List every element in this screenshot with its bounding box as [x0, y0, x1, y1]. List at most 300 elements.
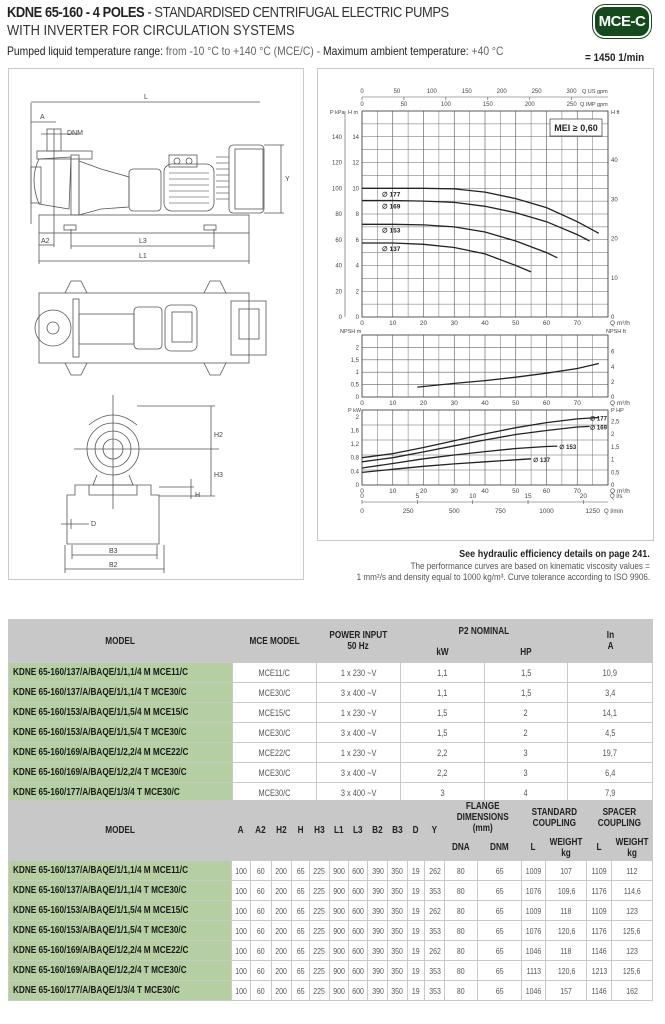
- col-standard-weight: WEIGHT kg: [546, 835, 587, 861]
- y-tick-label: 6: [355, 237, 359, 244]
- cell-power-input: 1 x 230 ~V: [316, 663, 400, 683]
- cell-model: KDNE 65-160/137/A/BAQE/1/1,1/4 M MCE11/C: [9, 663, 233, 683]
- cell-model: KDNE 65-160/137/A/BAQE/1/1,1/4 T MCE30/C: [9, 683, 233, 703]
- cell-value: 1176: [587, 881, 612, 901]
- cell-value: 65: [292, 881, 310, 901]
- col-h3: H3: [309, 801, 329, 861]
- electrical-row: [9, 723, 653, 743]
- kpa-tick-label: 60: [335, 237, 342, 244]
- x-tick-label: 10: [389, 488, 397, 495]
- title-model: KDNE 65-160 - 4 POLES: [7, 4, 145, 21]
- cell-value: 600: [348, 901, 368, 921]
- kw-tick-label: 0: [355, 483, 359, 489]
- dimension-row: [9, 861, 653, 881]
- x-axis-label: Q m³/h: [610, 488, 630, 495]
- col-power-input: POWER INPUT 50 Hz: [316, 620, 400, 663]
- cell-value: 65: [477, 861, 521, 881]
- cell-mce-model: MCE22/C: [232, 743, 316, 763]
- cell-value: 1009: [521, 861, 546, 881]
- lmin-tick-label: 1250: [585, 508, 600, 515]
- cell-value: 225: [309, 961, 329, 981]
- cell-value: 114,6: [611, 881, 652, 901]
- npsh-tick-label: 0,5: [350, 382, 359, 389]
- cell-value: 125,6: [611, 921, 652, 941]
- kw-tick-label: 0,4: [350, 469, 359, 476]
- cell-value: 60: [250, 961, 271, 981]
- cell-power-input: 1 x 230 ~V: [316, 703, 400, 723]
- cell-value: 1046: [521, 941, 546, 961]
- cell-value: 350: [387, 861, 407, 881]
- x-tick-label: 50: [512, 320, 520, 327]
- cell-value: 600: [348, 861, 368, 881]
- cell-hp: 1,5: [484, 683, 568, 703]
- cell-value: 65: [477, 901, 521, 921]
- cell-value: 60: [250, 981, 271, 1001]
- cell-value: 390: [368, 961, 388, 981]
- cell-value: 60: [250, 881, 271, 901]
- cell-value: 65: [292, 901, 310, 921]
- cell-value: 65: [477, 941, 521, 961]
- dimension-row: [9, 921, 653, 941]
- col-model: MODEL: [9, 620, 233, 663]
- cell-kw: 1,1: [400, 663, 484, 683]
- ambient-label: Maximum ambient temperature:: [322, 44, 469, 58]
- cell-value: 60: [250, 861, 271, 881]
- col-b2: B2: [368, 801, 388, 861]
- cell-value: 900: [329, 861, 348, 881]
- ft-tick-label: 0: [611, 315, 615, 321]
- cell-value: 390: [368, 941, 388, 961]
- npsh-tick-label: 0: [355, 395, 359, 401]
- hp-tick-label: 0,5: [611, 470, 620, 477]
- cell-value: 60: [250, 941, 271, 961]
- dim-label-B2: B2: [109, 562, 118, 569]
- dim-label-L3: L3: [139, 238, 147, 245]
- x-tick-label: 70: [573, 400, 581, 407]
- col-a: A: [231, 801, 250, 861]
- ls-tick-label: 10: [469, 493, 477, 500]
- npsh-ft-tick-label: 6: [611, 349, 615, 356]
- dimension-row: [9, 981, 653, 1001]
- x-tick-label: 40: [481, 400, 489, 407]
- cell-value: 1213: [587, 961, 612, 981]
- x-tick-label: 10: [389, 400, 397, 407]
- cell-value: 120,6: [546, 961, 587, 981]
- cell-value: 200: [271, 861, 291, 881]
- cell-value: 19: [407, 901, 425, 921]
- cell-power-input: 3 x 400 ~V: [316, 683, 400, 703]
- electrical-row: [9, 703, 653, 723]
- kpa-tick-label: 20: [335, 289, 342, 296]
- col-spacer-coupling: SPACER COUPLING: [587, 801, 653, 835]
- cell-value: 19: [407, 961, 425, 981]
- power-curve-label: ∅ 137: [533, 457, 551, 464]
- col-a2: A2: [250, 801, 271, 861]
- cell-power-input: 1 x 230 ~V: [316, 743, 400, 763]
- x-tick-label: 40: [481, 488, 489, 495]
- col-l1: L1: [329, 801, 348, 861]
- col-spacer-l: L: [587, 835, 612, 861]
- cell-value: 900: [329, 981, 348, 1001]
- cell-value: 100: [231, 861, 250, 881]
- us-gpm-label: Q US gpm: [582, 89, 608, 95]
- cell-value: 1009: [521, 901, 546, 921]
- cell-value: 1176: [587, 921, 612, 941]
- kpa-tick-label: 140: [331, 134, 342, 141]
- cell-power-input: 3 x 400 ~V: [316, 763, 400, 783]
- cell-value: 390: [368, 981, 388, 1001]
- ls-tick-label: 20: [579, 493, 588, 500]
- x-tick-label: 60: [542, 320, 551, 327]
- cell-value: 900: [329, 961, 348, 981]
- imp-gpm-tick: 100: [440, 102, 451, 108]
- y-tick-label: 12: [352, 160, 359, 167]
- us-gpm-tick: 300: [566, 89, 577, 95]
- cell-value: 65: [292, 941, 310, 961]
- cell-value: 65: [477, 881, 521, 901]
- x-tick-label: 0: [360, 320, 364, 327]
- cell-value: 225: [309, 861, 329, 881]
- cell-model: KDNE 65-160/153/A/BAQE/1/1,5/4 M MCE15/C: [9, 901, 232, 921]
- cell-value: 1076: [521, 881, 546, 901]
- dim-label-H2: H2: [214, 432, 223, 439]
- head-curve-label: ∅ 169: [382, 203, 401, 211]
- cell-value: 65: [292, 981, 310, 1001]
- npsh-ft-axis-label: NPSH ft: [606, 329, 626, 335]
- col-mce-model: MCE MODEL: [232, 620, 316, 663]
- cell-value: 225: [309, 921, 329, 941]
- imp-gpm-tick: 200: [524, 102, 535, 108]
- title-description: STANDARDISED CENTRIFUGAL ELECTRIC PUMPS: [154, 4, 449, 21]
- kw-tick-label: 1,2: [350, 442, 359, 449]
- npsh-ft-tick-label: 4: [611, 364, 615, 371]
- temp-value: from -10 °C to +140 °C (MCE/C) -: [163, 44, 323, 58]
- col-p2-nominal: P2 NOMINAL: [400, 620, 567, 643]
- us-gpm-tick: 200: [496, 89, 507, 95]
- h-axis-label: H m: [348, 110, 359, 116]
- cell-value: 200: [271, 901, 291, 921]
- cell-value: 19: [407, 881, 425, 901]
- dim-label-L: L: [144, 94, 148, 101]
- us-gpm-tick: 50: [393, 89, 401, 95]
- cell-value: 1146: [587, 941, 612, 961]
- power-curve-label: ∅ 153: [559, 445, 577, 452]
- ls-tick-label: 0: [360, 493, 364, 500]
- kpa-tick-label: 100: [331, 186, 342, 193]
- cell-model: KDNE 65-160/177/A/BAQE/1/3/4 T MCE30/C: [9, 981, 232, 1001]
- ft-tick-label: 30: [611, 197, 618, 204]
- cell-value: 600: [348, 941, 368, 961]
- hp-axis-label: P HP: [611, 408, 624, 414]
- dim-label-Y: Y: [285, 176, 290, 183]
- x-tick-label: 30: [450, 488, 458, 495]
- cell-value: 200: [271, 941, 291, 961]
- cell-value: 200: [271, 881, 291, 901]
- y-tick-label: 4: [355, 263, 359, 270]
- cell-model: KDNE 65-160/169/A/BAQE/1/2,2/4 T MCE30/C: [9, 763, 233, 783]
- cell-value: 120,6: [546, 921, 587, 941]
- cell-value: 65: [477, 921, 521, 941]
- cell-value: 1109: [587, 861, 612, 881]
- cell-value: 107: [546, 861, 587, 881]
- power-curve-137: [362, 459, 531, 473]
- drawing-panel: [8, 68, 304, 580]
- cell-power-input: 3 x 400 ~V: [316, 723, 400, 743]
- cell-kw: 3: [400, 783, 484, 803]
- electrical-row: [9, 663, 653, 683]
- electrical-row: [9, 763, 653, 783]
- cell-kw: 1,1: [400, 683, 484, 703]
- cell-value: 65: [292, 961, 310, 981]
- cell-value: 900: [329, 901, 348, 921]
- pump-drawing: [9, 69, 305, 581]
- npsh-ft-tick-label: 0: [611, 395, 615, 401]
- col-model: MODEL: [9, 801, 232, 861]
- head-curve-label: ∅ 177: [382, 191, 401, 199]
- col-dnm: DNM: [477, 835, 521, 861]
- x-tick-label: 10: [389, 320, 397, 327]
- npsh-tick-label: 1,5: [350, 357, 359, 364]
- cell-value: 1076: [521, 921, 546, 941]
- temperature-line: [7, 44, 504, 58]
- npsh-tick-label: 2: [355, 345, 359, 352]
- mce-c-badge: MCE-C: [593, 5, 651, 38]
- power-curve-169: [362, 426, 590, 461]
- lmin-tick-label: 750: [494, 508, 506, 515]
- cell-value: 262: [425, 941, 445, 961]
- dimension-row: [9, 881, 653, 901]
- cell-value: 1109: [587, 901, 612, 921]
- cell-value: 125,6: [611, 961, 652, 981]
- dim-label-A: A: [40, 114, 45, 121]
- us-gpm-tick: 0: [360, 89, 364, 95]
- dim-label-H: H: [195, 492, 201, 499]
- cell-value: 600: [348, 981, 368, 1001]
- curve-note-line2: 1 mm²/s and density equal to 1000 kg/m³. Curve tolerance according to ISO 9906.: [356, 572, 650, 582]
- cell-value: 353: [425, 981, 445, 1001]
- cell-value: 350: [387, 961, 407, 981]
- power-curve-label: ∅ 177: [590, 416, 607, 423]
- col-kw: kW: [400, 643, 484, 663]
- cell-value: 1113: [521, 961, 546, 981]
- cell-hp: 2: [484, 703, 568, 723]
- ft-tick-label: 40: [611, 158, 618, 165]
- kw-axis-label: P kW: [348, 408, 362, 414]
- cell-model: KDNE 65-160/153/A/BAQE/1/1,5/4 T MCE30/C: [9, 921, 232, 941]
- dimensions-table: [8, 800, 653, 1001]
- y-tick-label: 0: [355, 315, 359, 321]
- cell-value: 200: [271, 981, 291, 1001]
- ft-tick-label: 20: [611, 236, 618, 243]
- dim-label-DNM: DNM: [67, 130, 83, 137]
- imp-gpm-tick: 0: [360, 102, 364, 108]
- cell-value: 162: [611, 981, 652, 1001]
- electrical-row: [9, 743, 653, 763]
- cell-current: 6,4: [568, 763, 653, 783]
- us-gpm-tick: 150: [461, 89, 472, 95]
- kpa-tick-label: 40: [335, 263, 342, 270]
- page-title: [7, 4, 449, 21]
- kw-tick-label: 1,6: [350, 428, 359, 435]
- col-h: H: [292, 801, 310, 861]
- cell-value: 80: [445, 861, 478, 881]
- cell-value: 350: [387, 941, 407, 961]
- us-gpm-tick: 250: [531, 89, 542, 95]
- cell-value: 80: [445, 901, 478, 921]
- performance-charts: [318, 69, 655, 542]
- dim-label-B3: B3: [109, 548, 118, 555]
- imp-gpm-label: Q IMP gpm: [580, 102, 608, 108]
- npsh-curve: [417, 364, 599, 388]
- cell-value: 118: [546, 901, 587, 921]
- hp-tick-label: 1,5: [611, 444, 620, 451]
- x-tick-label: 40: [481, 320, 489, 327]
- x-tick-label: 0: [360, 488, 364, 495]
- cell-kw: 2,2: [400, 763, 484, 783]
- cell-value: 65: [477, 981, 521, 1001]
- col-hp: HP: [484, 643, 568, 663]
- efficiency-note: See hydraulic efficiency details on page 241.: [459, 549, 650, 560]
- ls-tick-label: 15: [524, 493, 532, 500]
- dimension-row: [9, 961, 653, 981]
- x-tick-label: 60: [542, 400, 551, 407]
- dimension-row: [9, 901, 653, 921]
- cell-value: 65: [292, 921, 310, 941]
- cell-hp: 4: [484, 783, 568, 803]
- x-tick-label: 60: [542, 488, 551, 495]
- cell-value: 80: [445, 881, 478, 901]
- cell-kw: 2,2: [400, 743, 484, 763]
- cell-value: 157: [546, 981, 587, 1001]
- imp-gpm-tick: 150: [482, 102, 493, 108]
- cell-value: 353: [425, 921, 445, 941]
- head-curve-label: ∅ 137: [382, 245, 401, 253]
- cell-value: 80: [445, 941, 478, 961]
- col-dna: DNA: [445, 835, 478, 861]
- y-tick-label: 8: [355, 212, 359, 218]
- hp-tick-label: 1: [611, 457, 615, 464]
- ls-tick-label: 5: [415, 493, 420, 500]
- x-tick-label: 50: [512, 488, 520, 495]
- col-spacer-weight: WEIGHT kg: [611, 835, 652, 861]
- cell-value: 390: [368, 901, 388, 921]
- cell-mce-model: MCE11/C: [232, 663, 316, 683]
- cell-value: 100: [231, 881, 250, 901]
- col-d: D: [407, 801, 425, 861]
- x-tick-label: 0: [360, 400, 364, 407]
- npsh-axis-label: NPSH m: [340, 329, 362, 335]
- kw-tick-label: 2: [355, 414, 359, 421]
- kw-tick-label: 0,8: [350, 455, 359, 462]
- cell-value: 60: [250, 901, 271, 921]
- cell-value: 225: [309, 981, 329, 1001]
- cell-value: 65: [292, 861, 310, 881]
- hp-tick-label: 0: [611, 483, 615, 489]
- cell-current: 14,1: [568, 703, 653, 723]
- hp-tick-label: 2,5: [611, 419, 620, 426]
- head-curve-label: ∅ 153: [382, 227, 401, 235]
- npsh-ft-tick-label: 2: [611, 379, 615, 386]
- cell-value: 350: [387, 921, 407, 941]
- x-tick-label: 20: [419, 400, 428, 407]
- cell-mce-model: MCE15/C: [232, 703, 316, 723]
- cell-current: 3,4: [568, 683, 653, 703]
- speed-label: = 1450 1/min: [585, 52, 645, 64]
- col-in: In A: [568, 620, 653, 663]
- cell-kw: 1,5: [400, 723, 484, 743]
- lmin-axis-label: Q l/min: [604, 509, 624, 515]
- cell-model: KDNE 65-160/137/A/BAQE/1/1,1/4 M MCE11/C: [9, 861, 232, 881]
- cell-value: 100: [231, 941, 250, 961]
- page-subtitle: WITH INVERTER FOR CIRCULATION SYSTEMS: [7, 22, 295, 39]
- dim-label-A2: A2: [41, 238, 50, 245]
- cell-value: 350: [387, 901, 407, 921]
- col-l3: L3: [348, 801, 368, 861]
- cell-value: 262: [425, 861, 445, 881]
- cell-value: 100: [231, 921, 250, 941]
- cell-value: 600: [348, 961, 368, 981]
- cell-value: 600: [348, 881, 368, 901]
- y-tick-label: 10: [352, 186, 359, 193]
- cell-value: 109,6: [546, 881, 587, 901]
- x-tick-label: 20: [419, 488, 428, 495]
- kpa-tick-label: 80: [335, 212, 342, 218]
- x-tick-label: 30: [450, 400, 458, 407]
- cell-value: 1046: [521, 981, 546, 1001]
- kpa-tick-label: 120: [331, 160, 342, 167]
- cell-model: KDNE 65-160/169/A/BAQE/1/2,2/4 T MCE30/C: [9, 961, 232, 981]
- cell-value: 200: [271, 921, 291, 941]
- hp-tick-label: 2: [611, 432, 615, 439]
- cell-hp: 2: [484, 723, 568, 743]
- cell-value: 900: [329, 881, 348, 901]
- imp-gpm-tick: 50: [400, 102, 408, 108]
- dimension-row: [9, 941, 653, 961]
- cell-value: 65: [477, 961, 521, 981]
- power-curve-153: [362, 446, 557, 468]
- col-standard-coupling: STANDARD COUPLING: [521, 801, 587, 835]
- imp-gpm-tick: 250: [566, 102, 577, 108]
- cell-value: 100: [231, 901, 250, 921]
- cell-current: 4,5: [568, 723, 653, 743]
- cell-value: 80: [445, 921, 478, 941]
- col-y: Y: [425, 801, 445, 861]
- lmin-tick-label: 0: [360, 508, 364, 515]
- cell-value: 100: [231, 961, 250, 981]
- lmin-tick-label: 500: [448, 508, 460, 515]
- lmin-tick-label: 1000: [539, 508, 554, 515]
- cell-value: 123: [611, 901, 652, 921]
- chart-panel: [317, 68, 654, 541]
- cell-value: 225: [309, 881, 329, 901]
- kpa-tick-label: 0: [338, 315, 342, 321]
- x-tick-label: 70: [573, 320, 581, 327]
- col-standard-l: L: [521, 835, 546, 861]
- cell-mce-model: MCE30/C: [232, 723, 316, 743]
- kpa-axis-label: P kPa: [330, 110, 345, 116]
- y-tick-label: 2: [355, 289, 359, 296]
- x-tick-label: 20: [419, 320, 428, 327]
- dim-label-D: D: [91, 521, 97, 528]
- cell-value: 19: [407, 861, 425, 881]
- cell-model: KDNE 65-160/169/A/BAQE/1/2,2/4 M MCE22/C: [9, 941, 232, 961]
- mei-label: MEI ≥ 0,60: [554, 123, 598, 133]
- cell-value: 900: [329, 941, 348, 961]
- cell-mce-model: MCE30/C: [232, 783, 316, 803]
- lmin-tick-label: 250: [402, 508, 414, 515]
- temp-label: Pumped liquid temperature range:: [7, 44, 164, 58]
- x-axis-label: Q m³/h: [610, 320, 630, 327]
